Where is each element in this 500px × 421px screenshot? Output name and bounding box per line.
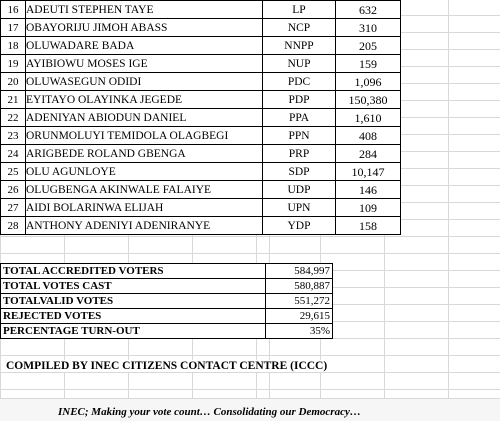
candidate-name: OLU AGUNLOYE [26,163,263,181]
vote-count: 310 [336,19,401,37]
summary-row [1,309,333,324]
vote-count: 284 [336,145,401,163]
party-code: NUP [263,55,336,73]
summary-value: 551,272 [266,294,333,309]
vote-count: 150,380 [336,91,401,109]
vote-count: 205 [336,37,401,55]
result-row [1,91,401,109]
party-code: PDC [263,73,336,91]
party-code: PPA [263,109,336,127]
party-code: UPN [263,199,336,217]
candidate-name: ADENIYAN ABIODUN DANIEL [26,109,263,127]
party-code: SDP [263,163,336,181]
result-row [1,181,401,199]
party-code: NNPP [263,37,336,55]
row-number: 26 [1,181,26,199]
vote-count: 146 [336,181,401,199]
party-code: PDP [263,91,336,109]
summary-label: PERCENTAGE TURN-OUT [1,324,266,339]
result-row [1,55,401,73]
row-number: 28 [1,217,26,235]
party-code: PPN [263,127,336,145]
party-code: LP [263,1,336,19]
row-number: 22 [1,109,26,127]
summary-label: TOTALVALID VOTES [1,294,266,309]
vote-count: 408 [336,127,401,145]
vote-count: 632 [336,1,401,19]
vote-count: 10,147 [336,163,401,181]
result-row [1,109,401,127]
candidate-name: ARIGBEDE ROLAND GBENGA [26,145,263,163]
result-row [1,127,401,145]
party-code: NCP [263,19,336,37]
summary-body [1,264,333,339]
summary-row [1,294,333,309]
summary-label: TOTAL VOTES CAST [1,279,266,294]
results-body [1,1,401,235]
vote-count: 159 [336,55,401,73]
candidate-name: OLUWASEGUN ODIDI [26,73,263,91]
row-number: 23 [1,127,26,145]
result-row [1,145,401,163]
candidate-name: EYITAYO OLAYINKA JEGEDE [26,91,263,109]
summary-label: TOTAL ACCREDITED VOTERS [1,264,266,279]
candidate-name: ADEUTI STEPHEN TAYE [26,1,263,19]
inec-motto: INEC; Making your vote count… Consolidating our Democracy… [58,406,361,418]
candidate-name: OLUWADARE BADA [26,37,263,55]
candidate-name: AIDI BOLARINWA ELIJAH [26,199,263,217]
summary-table [0,263,333,339]
row-number: 18 [1,37,26,55]
row-number: 16 [1,1,26,19]
row-number: 25 [1,163,26,181]
summary-row [1,279,333,294]
summary-value: 580,887 [266,279,333,294]
candidate-name: AYIBIOWU MOSES IGE [26,55,263,73]
row-number: 27 [1,199,26,217]
summary-row [1,324,333,339]
row-number: 17 [1,19,26,37]
party-code: UDP [263,181,336,199]
vote-count: 1,610 [336,109,401,127]
result-row [1,199,401,217]
row-number: 20 [1,73,26,91]
candidate-name: OLUGBENGA AKINWALE FALAIYE [26,181,263,199]
candidate-name: ORUNMOLUYI TEMIDOLA OLAGBEGI [26,127,263,145]
row-number: 24 [1,145,26,163]
vote-count: 1,096 [336,73,401,91]
summary-value: 584,997 [266,264,333,279]
summary-value: 35% [266,324,333,339]
result-row [1,37,401,55]
results-table [0,0,401,235]
party-code: PRP [263,145,336,163]
compiled-by-note: COMPILED BY INEC CITIZENS CONTACT CENTRE (ICCC) [6,360,328,372]
summary-row [1,264,333,279]
result-row [1,217,401,235]
row-number: 21 [1,91,26,109]
result-row [1,19,401,37]
vote-count: 109 [336,199,401,217]
candidate-name: OBAYORIJU JIMOH ABASS [26,19,263,37]
result-row [1,73,401,91]
result-row [1,163,401,181]
result-row [1,1,401,19]
summary-value: 29,615 [266,309,333,324]
vote-count: 158 [336,217,401,235]
row-number: 19 [1,55,26,73]
summary-label: REJECTED VOTES [1,309,266,324]
party-code: YDP [263,217,336,235]
candidate-name: ANTHONY ADENIYI ADENIRANYE [26,217,263,235]
